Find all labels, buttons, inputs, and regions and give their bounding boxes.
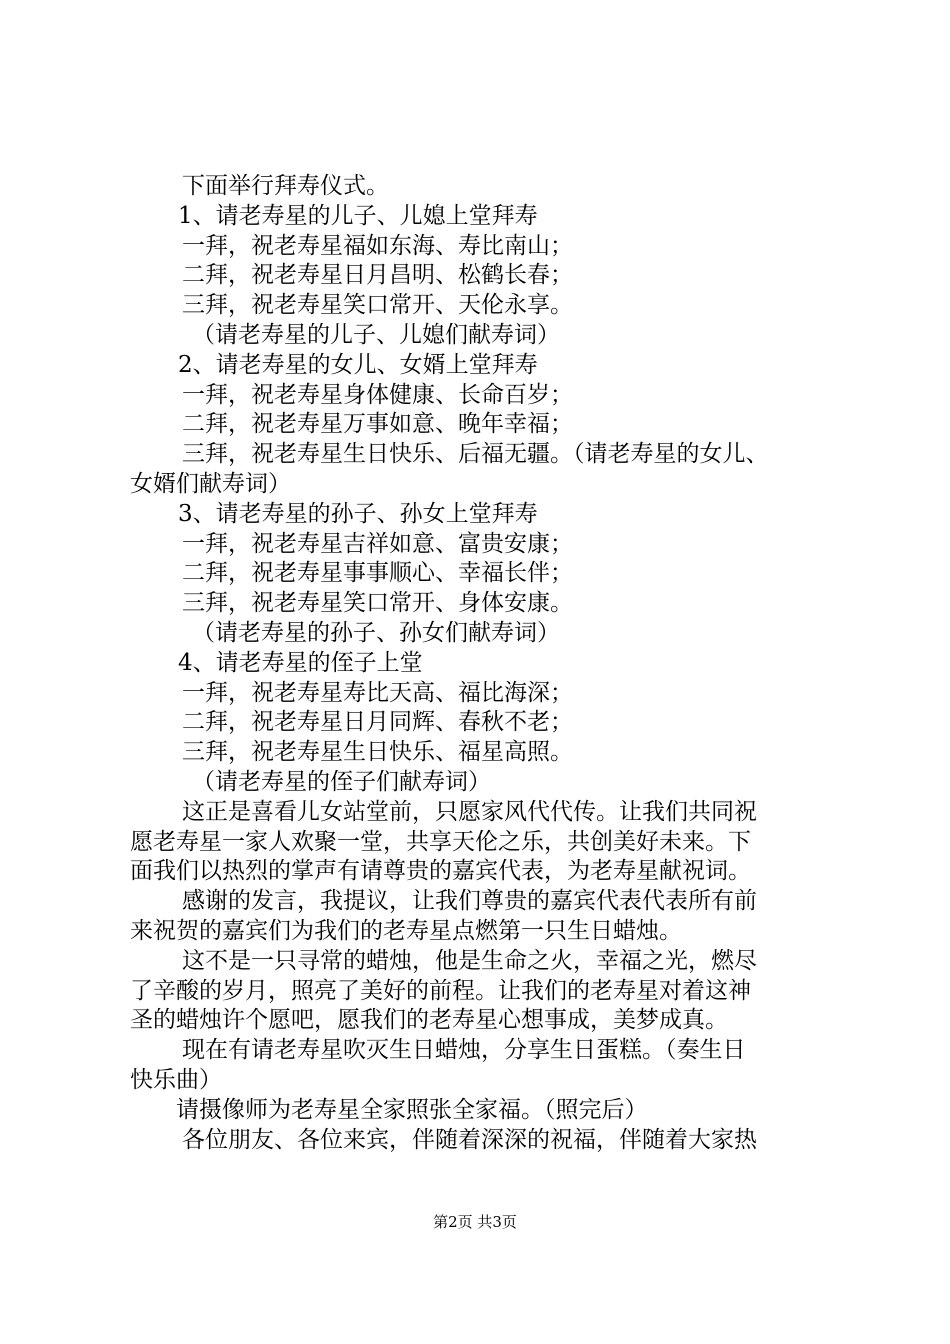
text-line: 三拜，祝老寿星笑口常开、天伦永享。 xyxy=(182,292,573,319)
text-line: 二拜，祝老寿星日月同辉、春秋不老； xyxy=(182,709,573,736)
text-line: 二拜，祝老寿星事事顺心、幸福长伴； xyxy=(182,560,573,587)
text-line: 愿老寿星一家人欢聚一堂，共享天伦之乐，共创美好未来。下 xyxy=(130,828,751,855)
text-line: 女婿们献寿词） xyxy=(130,471,291,497)
text-line: 三拜，祝老寿星生日快乐、福星高照。 xyxy=(182,739,573,766)
text-line: 一拜，祝老寿星身体健康、长命百岁； xyxy=(182,381,573,408)
text-line: 一拜，祝老寿星寿比天高、福比海深； xyxy=(182,679,573,706)
text-line: 一拜，祝老寿星福如东海、寿比南山； xyxy=(182,232,573,259)
text-line: 二拜，祝老寿星万事如意、晚年幸福； xyxy=(182,411,573,438)
text-line: 快乐曲） xyxy=(130,1067,222,1093)
text-line: （请老寿星的儿子、儿媳们献寿词） xyxy=(192,322,560,348)
text-line: 这不是一只寻常的蜡烛，他是生命之火，幸福之光，燃尽 xyxy=(182,947,757,974)
text-line: 各位朋友、各位来宾，伴随着深深的祝福，伴随着大家热 xyxy=(182,1126,757,1153)
text-line: 3、请老寿星的孙子、孙女上堂拜寿 xyxy=(178,500,538,527)
text-line: 下面举行拜寿仪式。 xyxy=(182,173,389,199)
text-line: 圣的蜡烛许个愿吧，愿我们的老寿星心想事成，美梦成真。 xyxy=(130,1007,728,1034)
text-line: 面我们以热烈的掌声有请尊贵的嘉宾代表，为老寿星献祝词。 xyxy=(130,858,751,885)
text-line: （请老寿星的孙子、孙女们献寿词） xyxy=(192,620,560,646)
text-line: 2、请老寿星的女儿、女婿上堂拜寿 xyxy=(178,351,538,378)
text-line: 这正是喜看儿女站堂前，只愿家风代代传。让我们共同祝 xyxy=(182,798,757,825)
text-line: 请摄像师为老寿星全家照张全家福。（照完后） xyxy=(176,1096,648,1123)
page-footer: 第2页 共3页 xyxy=(433,1213,517,1231)
text-line: 现在有请老寿星吹灭生日蜡烛，分享生日蛋糕。（奏生日 xyxy=(182,1037,746,1064)
text-line: 一拜，祝老寿星吉祥如意、富贵安康； xyxy=(182,530,573,557)
text-line: 三拜，祝老寿星生日快乐、后福无疆。（请老寿星的女儿、 xyxy=(182,441,769,468)
text-line: 感谢的发言，我提议，让我们尊贵的嘉宾代表代表所有前 xyxy=(182,888,757,915)
text-line: 二拜，祝老寿星日月昌明、松鹤长春； xyxy=(182,262,573,289)
text-line: 了辛酸的岁月，照亮了美好的前程。让我们的老寿星对着这神 xyxy=(130,977,751,1004)
text-line: 来祝贺的嘉宾们为我们的老寿星点燃第一只生日蜡烛。 xyxy=(130,918,682,944)
text-line: （请老寿星的侄子们献寿词） xyxy=(192,769,491,795)
text-line: 1、请老寿星的儿子、儿媳上堂拜寿 xyxy=(178,202,538,229)
text-line: 4、请老寿星的侄子上堂 xyxy=(178,649,423,676)
text-line: 三拜，祝老寿星笑口常开、身体安康。 xyxy=(182,590,573,617)
